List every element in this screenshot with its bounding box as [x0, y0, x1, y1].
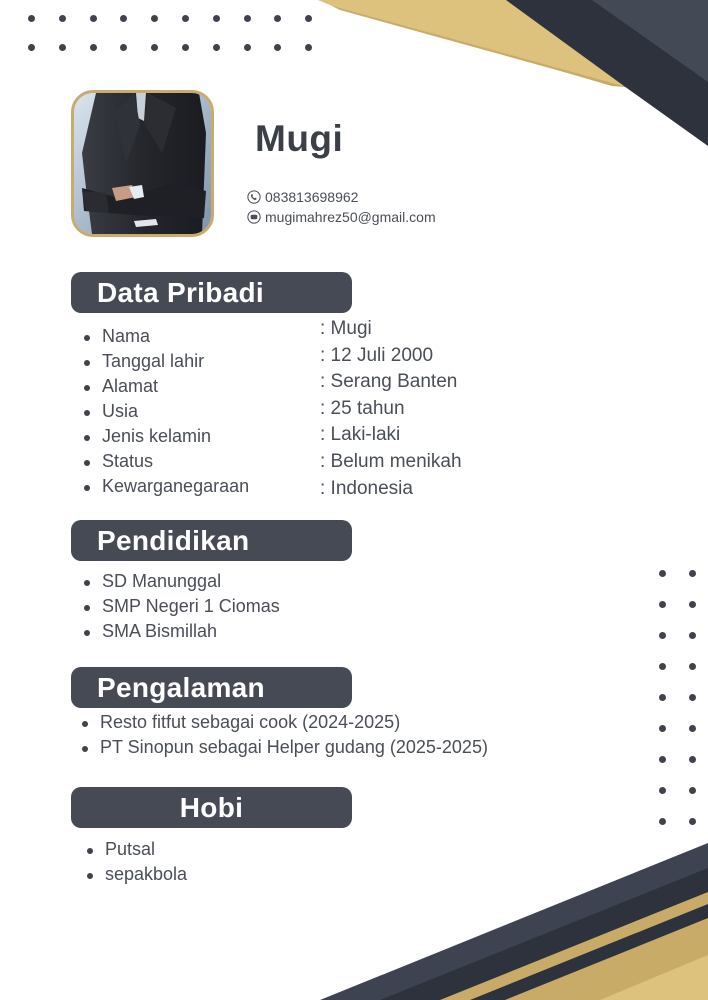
decorative-dot	[213, 44, 220, 51]
top-gold-edge-shape	[318, 0, 626, 87]
decorative-dot	[659, 601, 666, 608]
experience-item: PT Sinopun sebagai Helper gudang (2025-2025)	[78, 735, 488, 760]
decorative-dot	[689, 725, 696, 732]
phone-circle-icon	[247, 190, 261, 204]
person-in-suit-image	[74, 93, 211, 234]
label-kewarganegaraan: Kewarganegaraan	[80, 474, 249, 499]
message-circle-icon	[247, 210, 261, 224]
decorative-dot	[182, 44, 189, 51]
decorative-dot	[120, 44, 127, 51]
decorative-dot	[689, 756, 696, 763]
education-item: SMP Negeri 1 Ciomas	[80, 594, 280, 619]
label-nama: Nama	[80, 324, 249, 349]
bottom-slate-band	[320, 843, 708, 1000]
value-status: : Belum menikah	[320, 450, 462, 472]
experience-item: Resto fitfut sebagai cook (2024-2025)	[78, 710, 488, 735]
decorative-dot	[59, 44, 66, 51]
decorative-dot	[659, 818, 666, 825]
decorative-dot	[305, 15, 312, 22]
decorative-dot	[244, 44, 251, 51]
decorative-dot	[213, 15, 220, 22]
decorative-dot	[689, 818, 696, 825]
value-nama: : Mugi	[320, 318, 372, 339]
personal-data-labels	[80, 324, 249, 499]
education-list	[80, 569, 280, 644]
education-item: SD Manunggal	[80, 569, 280, 594]
top-navy-band	[506, 0, 708, 146]
top-gold-shade	[330, 5, 626, 87]
decorative-dot	[659, 632, 666, 639]
decorative-dot	[28, 44, 35, 51]
email-address: mugimahrez50@gmail.com	[265, 209, 436, 225]
decorative-dot	[689, 694, 696, 701]
profile-photo	[71, 90, 214, 237]
value-jenis-kelamin: : Laki-laki	[320, 424, 401, 446]
decorative-dot	[689, 601, 696, 608]
decorative-dot	[659, 663, 666, 670]
label-usia: Usia	[80, 399, 249, 424]
decorative-dot	[305, 44, 312, 51]
decorative-dot	[274, 44, 281, 51]
bottom-dark-stripe	[470, 904, 708, 1000]
top-gold-shape	[318, 0, 626, 87]
label-alamat: Alamat	[80, 374, 249, 399]
bottom-gold-area	[505, 918, 708, 1000]
decorative-dot	[151, 15, 158, 22]
bottom-light-gold-area	[600, 955, 708, 1000]
section-header-pendidikan: Pendidikan	[71, 520, 352, 561]
value-tanggal-lahir: : 12 Juli 2000	[320, 344, 434, 366]
label-jenis-kelamin: Jenis kelamin	[80, 424, 249, 449]
hobby-list	[83, 837, 187, 887]
decorative-dot	[659, 756, 666, 763]
experience-list	[78, 710, 488, 760]
personal-data-values	[320, 316, 462, 502]
decorative-dot	[689, 787, 696, 794]
decorative-dot	[659, 725, 666, 732]
decorative-dot	[659, 694, 666, 701]
label-tanggal-lahir: Tanggal lahir	[80, 349, 249, 374]
decorative-dot	[90, 15, 97, 22]
email-contact[interactable]	[247, 210, 436, 224]
decorative-dot	[59, 15, 66, 22]
phone-number: 083813698962	[265, 189, 359, 205]
decorative-dot	[244, 15, 251, 22]
hobby-item: sepakbola	[83, 862, 187, 887]
decorative-dot	[90, 44, 97, 51]
section-header-pengalaman: Pengalaman	[71, 667, 352, 708]
decorative-dot	[120, 15, 127, 22]
bottom-gold-stripe	[440, 892, 708, 1000]
value-usia: : 25 tahun	[320, 397, 405, 419]
value-alamat: : Serang Banten	[320, 371, 458, 393]
value-kewarganegaraan: : Indonesia	[320, 477, 413, 499]
hobby-item: Putsal	[83, 837, 187, 862]
bottom-navy-band	[380, 868, 708, 1000]
decorative-dot	[689, 632, 696, 639]
top-slate-shape	[592, 0, 708, 82]
decorative-dot	[689, 663, 696, 670]
education-item: SMA Bismillah	[80, 619, 280, 644]
decorative-dot	[182, 15, 189, 22]
section-header-data-pribadi: Data Pribadi	[71, 272, 352, 313]
decorative-dot	[274, 15, 281, 22]
phone-contact[interactable]	[247, 190, 358, 204]
decorative-dot	[659, 787, 666, 794]
decorative-dot	[659, 570, 666, 577]
decorative-dot	[689, 570, 696, 577]
decorative-dot	[28, 15, 35, 22]
profile-name: Mugi	[255, 118, 344, 159]
section-header-hobi: Hobi	[71, 787, 352, 828]
decorative-dot	[151, 44, 158, 51]
label-status: Status	[80, 449, 249, 474]
